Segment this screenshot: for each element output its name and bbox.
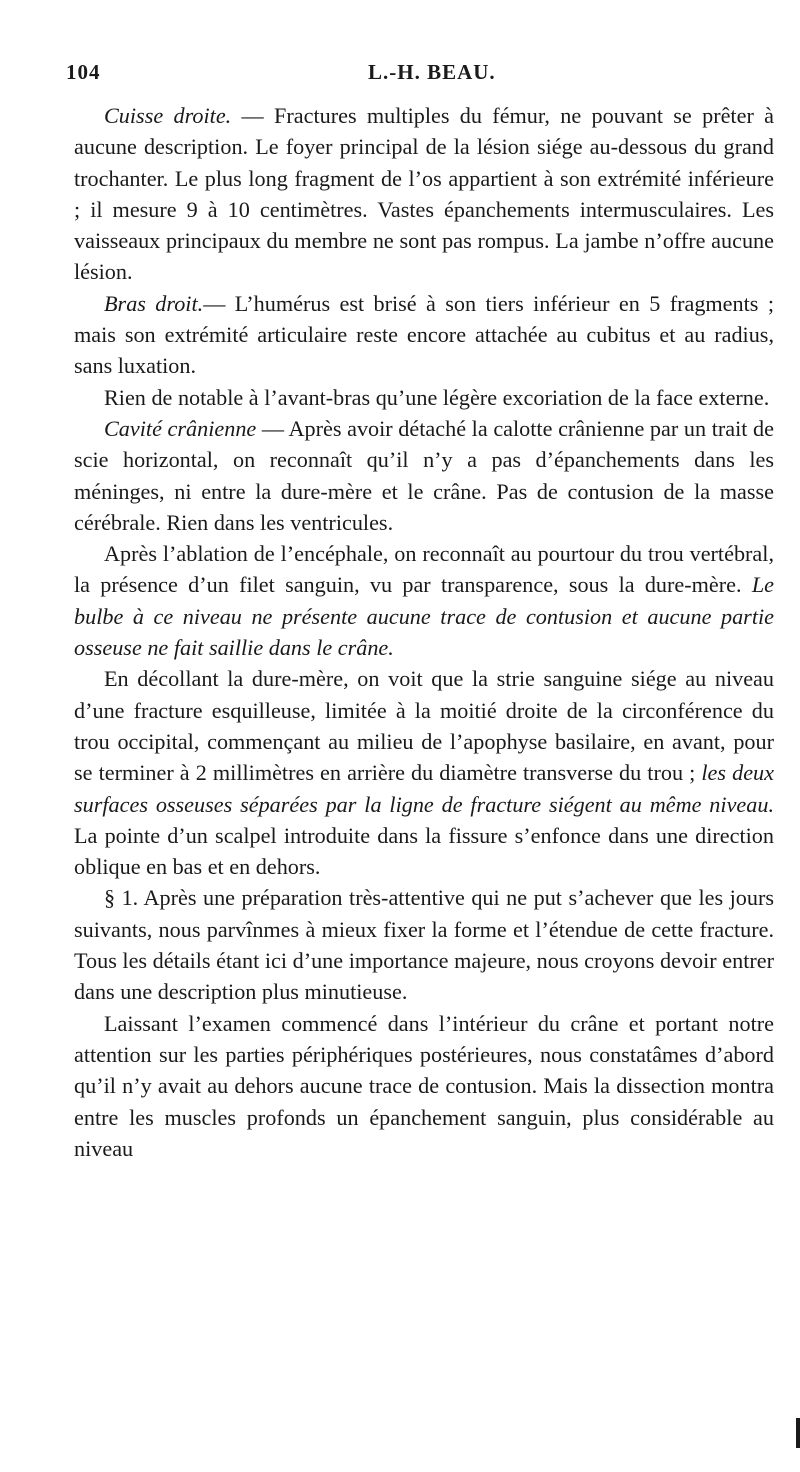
section-lead: Bras droit.: [104, 290, 204, 316]
paragraph-examen: [74, 1008, 774, 1164]
paragraph-cavite-cranienne: [74, 413, 774, 538]
paragraph-encephale: [74, 538, 774, 663]
running-title: L.-H. BEAU.: [368, 60, 496, 84]
paragraph-section-1: [74, 882, 774, 1007]
section-lead: Cuisse droite.: [104, 103, 232, 128]
paragraph-avant-bras: [74, 382, 774, 413]
body-text: [74, 100, 774, 1164]
paragraph-text: En décollant la dure-mère, on voit que la strie sanguine siége au niveau d’une fracture esquilleuse, limitée à la moitié droite de la circonférence du trou occipital, commençant au milieu de l’apophyse basilaire, en avant, pour se terminer à 2 millimètres en arrière du diamètre transverse du trou ;: [74, 666, 774, 786]
paragraph-italic-text: les deux surfaces osseuses séparées par la ligne de fracture siégent au même niveau.: [74, 760, 774, 817]
paragraph-bras-droit: [74, 288, 774, 382]
paragraph-text: — Fractures multiples du fémur, ne pouvant se prêter à aucune description. Le foyer principal de la lésion siége au-dessous du grand trochanter. Le plus long fragment de l’os appartient à son extrémité inférieure ; il mesure 9 à 10 centimètres. Vastes épanchements intermusculaires. Les vaisseaux principaux du membre ne sont pas rompus. La jambe n’offre aucune lésion.: [74, 103, 774, 285]
paragraph-text: Laissant l’examen commencé dans l’intérieur du crâne et portant notre attention sur les parties périphériques postérieures, nous constatâmes d’abord qu’il n’y avait au dehors aucune trace de contusion. Mais la dissection montra entre les muscles profonds un épanchement sanguin, plus considérable au niveau: [74, 1010, 774, 1161]
paragraph-cuisse-droite: [74, 100, 774, 288]
section-lead: Cavité crânienne: [104, 415, 257, 441]
page-edge-mark: [796, 1418, 800, 1448]
paragraph-text: Après l’ablation de l’encéphale, on reconnaît au pourtour du trou vertébral, la présence d’un filet sanguin, vu par transparence, sous la dure-mère.: [74, 541, 774, 598]
page-header: [66, 60, 772, 100]
page-number: 104: [66, 60, 101, 84]
paragraph-dure-mere: [74, 663, 774, 882]
paragraph-text: § 1. Après une préparation très-attentive qui ne put s’achever que les jours suivants, nous parvînmes à mieux fixer la forme et l’étendue de cette fracture. Tous les détails étant ici d’une importance majeure, nous croyons devoir entrer dans une description plus minutieuse.: [74, 885, 774, 1005]
paragraph-text: — L’humérus est brisé à son tiers inférieur en 5 fragments ; mais son extrémité articulaire reste encore attachée au cubitus et au radius, sans luxation.: [74, 290, 774, 379]
paragraph-italic-text: Le bulbe à ce niveau ne présente aucune trace de contusion et aucune partie osseuse ne fait saillie dans le crâne.: [74, 572, 774, 661]
paragraph-text-after: La pointe d’un scalpel introduite dans la fissure s’enfonce dans une direction oblique en bas et en dehors.: [74, 822, 774, 880]
paragraph-text: — Après avoir détaché la calotte crânienne par un trait de scie horizontal, on reconnaît qu’il n’y a pas d’épanchements dans les méninges, ni entre la dure-mère et le crâne. Pas de contusion de la masse cérébrale. Rien dans les ventricules.: [74, 415, 774, 535]
paragraph-text: Rien de notable à l’avant-bras qu’une légère excoriation de la face externe.: [104, 384, 770, 410]
